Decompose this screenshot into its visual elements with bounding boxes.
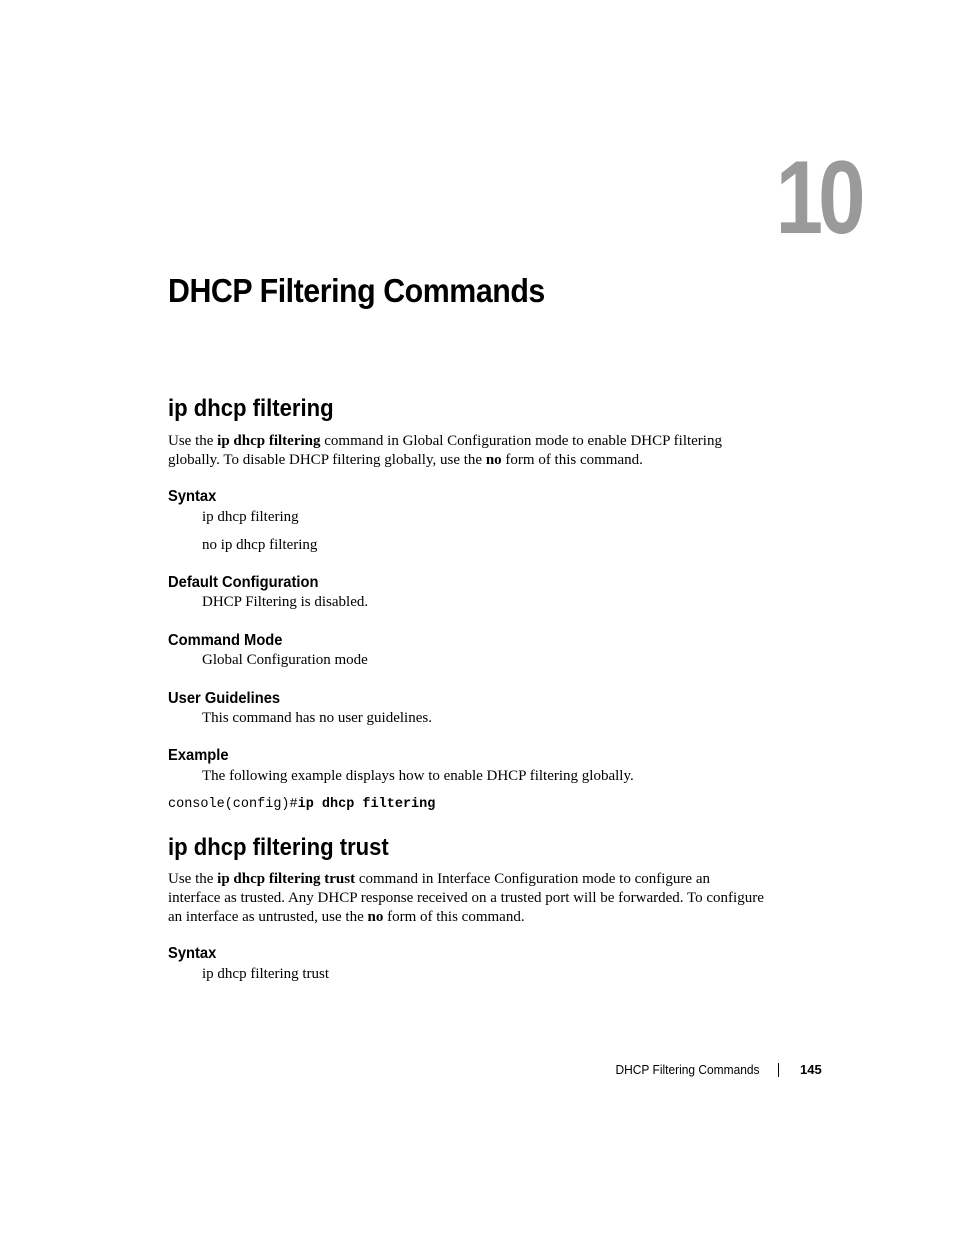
- intro-keyword-no: no: [485, 452, 502, 468]
- section-intro-ip-dhcp-filtering-trust: [168, 870, 788, 927]
- intro-text: interface as trusted. Any DHCP response received on a trusted port will be forwarded. To configure: [168, 890, 764, 906]
- chapter-title: DHCP Filtering Commands: [168, 272, 545, 309]
- code-prompt: console(config)#: [168, 797, 298, 812]
- syntax-heading: Syntax: [168, 945, 217, 962]
- code-command: ip dhcp filtering: [297, 797, 436, 812]
- page-number: 145: [800, 1062, 822, 1077]
- syntax-heading: Syntax: [168, 488, 217, 505]
- intro-text: an interface as untrusted, use the: [168, 909, 368, 925]
- default-configuration-heading: Default Configuration: [168, 574, 319, 591]
- intro-text: command in Interface Configuration mode to configure an: [355, 871, 710, 887]
- intro-keyword-no: no: [367, 909, 384, 925]
- footer-title: DHCP Filtering Commands: [615, 1062, 760, 1077]
- syntax-line: no ip dhcp filtering: [202, 537, 318, 553]
- intro-command: ip dhcp filtering trust: [217, 871, 356, 887]
- footer-separator: [778, 1063, 779, 1077]
- intro-text: form of this command.: [383, 909, 525, 925]
- command-mode-text: Global Configuration mode: [202, 652, 368, 668]
- intro-text: Use the: [168, 433, 218, 449]
- chapter-number: 10: [775, 140, 861, 256]
- user-guidelines-heading: User Guidelines: [168, 690, 281, 707]
- syntax-line: ip dhcp filtering trust: [202, 966, 330, 982]
- section-heading-ip-dhcp-filtering: ip dhcp filtering: [168, 395, 334, 422]
- example-heading: Example: [168, 747, 229, 764]
- section-heading-ip-dhcp-filtering-trust: ip dhcp filtering trust: [168, 834, 389, 861]
- syntax-line: ip dhcp filtering: [202, 509, 299, 525]
- example-code: [168, 797, 435, 812]
- example-text: The following example displays how to enable DHCP filtering globally.: [202, 768, 634, 784]
- section-intro-ip-dhcp-filtering: [168, 432, 788, 470]
- intro-text: command in Global Configuration mode to enable DHCP filtering: [320, 433, 722, 449]
- default-configuration-text: DHCP Filtering is disabled.: [202, 594, 369, 610]
- intro-text: form of this command.: [501, 452, 643, 468]
- command-mode-heading: Command Mode: [168, 632, 283, 649]
- intro-text: Use the: [168, 871, 218, 887]
- intro-text: globally. To disable DHCP filtering globally, use the: [168, 452, 486, 468]
- user-guidelines-text: This command has no user guidelines.: [202, 710, 432, 726]
- intro-command: ip dhcp filtering: [217, 433, 321, 449]
